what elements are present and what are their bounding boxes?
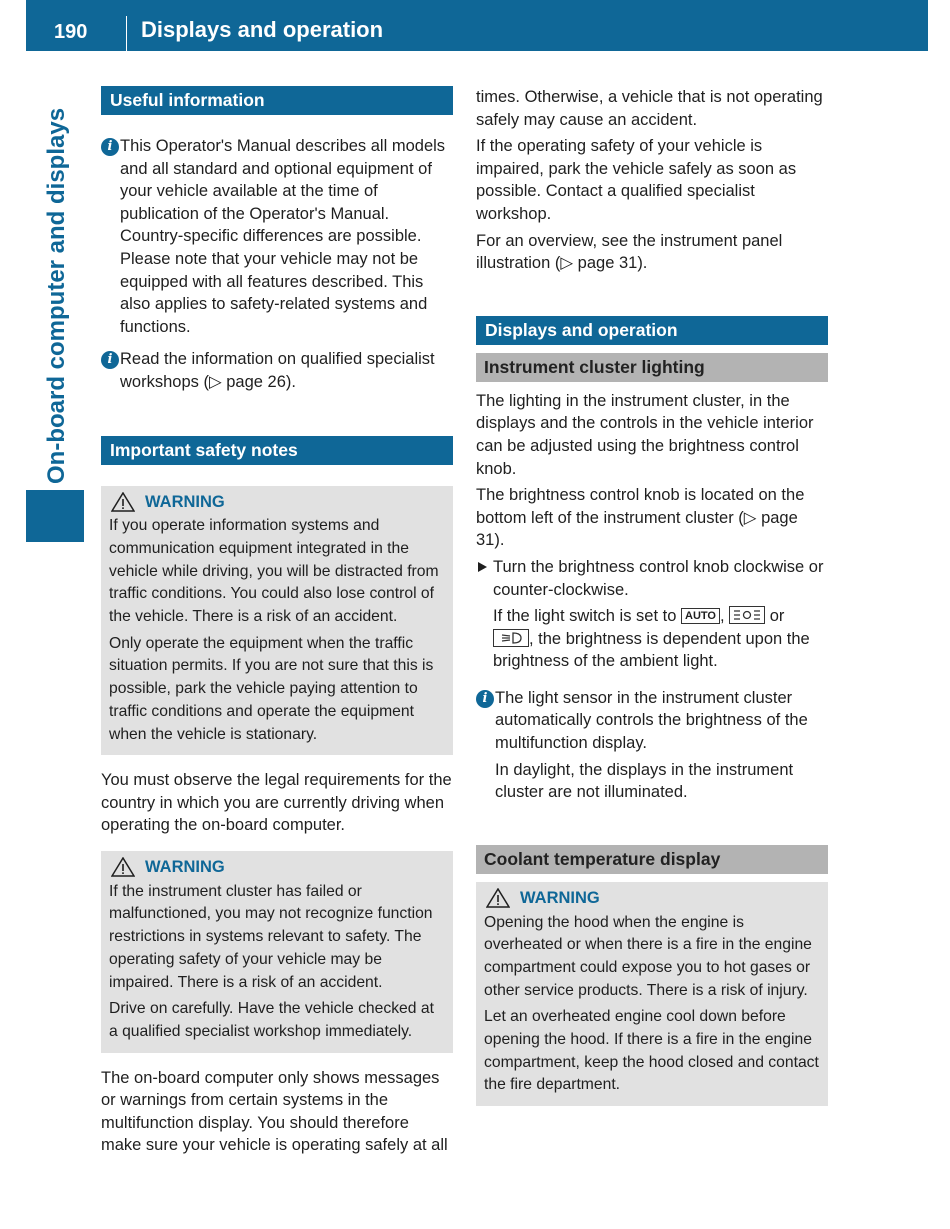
step-text: Turn the brightness control knob clockwise or counter-clockwise.	[493, 557, 824, 599]
warning-triangle-icon	[111, 492, 135, 512]
subheading-instrument-cluster-lighting: Instrument cluster lighting	[476, 353, 828, 382]
body-paragraph: For an overview, see the instrument panel illustration (▷ page 31).	[476, 231, 783, 273]
page-reference-link[interactable]: page 31	[573, 254, 638, 273]
body-paragraph: If the operating safety of your vehicle is impaired, park the vehicle safely as soon as possible. Contact a qualified specialist workshop.	[476, 137, 797, 223]
body-paragraph: The brightness control knob is located on the bottom left of the instrument cluster (▷ page 31).	[476, 486, 805, 550]
step-arrow-icon	[478, 562, 487, 572]
page-ref-arrow-icon: ▷	[560, 254, 574, 273]
section-heading-useful-information: Useful information	[101, 86, 453, 115]
page-title: Displays and operation	[141, 17, 384, 42]
info-text: The light sensor in the instrument cluster automatically controls the brightness of the multifunction display.	[495, 688, 808, 753]
section-heading-displays-operation: Displays and operation	[476, 316, 828, 345]
page-reference-link[interactable]: page 26	[221, 372, 286, 391]
info-text: Read the information on qualified specialist workshops (▷ page 26).	[120, 350, 435, 391]
warning-triangle-icon	[486, 888, 510, 908]
parking-lamp-icon	[729, 606, 765, 624]
info-note-light-sensor	[476, 687, 828, 804]
warning-box	[101, 486, 453, 756]
side-tab-marker	[26, 490, 84, 542]
body-paragraph: times. Otherwise, a vehicle that is not operating safely may cause an accident.	[476, 88, 823, 129]
warning-text: Only operate the equipment when the traffic situation permits. If you are not sure that this is possible, park the vehicle paying attention to traffic conditions and operate the equipment when the vehicle is stationary.	[109, 634, 434, 743]
warning-text: If the instrument cluster has failed or malfunctioned, you may not recognize function restrictions in systems relevant to safety. The operating safety of your vehicle may be impaired. There is a risk of an accident.	[109, 882, 433, 991]
left-column	[101, 86, 453, 1161]
subheading-coolant-temperature: Coolant temperature display	[476, 845, 828, 874]
warning-triangle-icon	[111, 857, 135, 877]
page-header	[26, 0, 928, 51]
page-number: 190	[54, 21, 88, 43]
step-result: If the light switch is set to AUTO , or , the brightness is dependent upon the brightness of the ambient light.	[493, 607, 810, 671]
header-divider	[126, 16, 127, 51]
info-icon: i	[101, 351, 119, 369]
page-ref-arrow-icon: ▷	[743, 508, 757, 527]
info-text: In daylight, the displays in the instrument cluster are not illuminated.	[495, 760, 794, 802]
info-icon: i	[476, 690, 494, 708]
body-paragraph: The on-board computer only shows messages or warnings from certain systems in the multifunction display. You should therefore make sure your vehicle is operating safely at all	[101, 1068, 448, 1155]
warning-text: Let an overheated engine cool down before opening the hood. If there is a fire in the engine compartment, keep the hood closed and contact the fire department.	[484, 1008, 819, 1094]
warning-title: WARNING	[109, 491, 445, 514]
warning-box	[476, 882, 828, 1106]
info-note-manual	[101, 135, 453, 338]
auto-icon: AUTO	[681, 608, 720, 624]
section-heading-safety-notes: Important safety notes	[101, 436, 453, 465]
side-tab-label: On-board computer and displays	[43, 107, 70, 484]
info-note-workshops	[101, 348, 453, 393]
warning-title: WARNING	[109, 856, 445, 879]
info-icon: i	[101, 138, 119, 156]
warning-box	[101, 851, 453, 1053]
right-column	[476, 86, 828, 1106]
warning-text: Opening the hood when the engine is overheated or when there is a fire in the engine compartment could expose you to hot gases or other service products. There is a risk of injury.	[484, 913, 812, 999]
body-paragraph: The lighting in the instrument cluster, in the displays and the controls in the vehicle interior can be adjusted using the brightness control knob.	[476, 391, 814, 478]
warning-text: If you operate information systems and communication equipment integrated in the vehicle while driving, you will be distracted from traffic conditions. You could also lose control of the vehicle. There is a risk of an accident.	[109, 517, 439, 626]
page-ref-arrow-icon: ▷	[208, 372, 222, 391]
instruction-step	[476, 556, 828, 673]
info-text: This Operator's Manual describes all models and all standard and optional equipment of your vehicle available at the time of publication of the Operator's Manual. Country-specific differences are possible. Please note that your vehicle may not be equipped with all features described. This also applies to safety-related systems and functions.	[120, 137, 446, 336]
body-paragraph: You must observe the legal requirements for the country in which you are currently driving when operating the on-board computer.	[101, 771, 452, 835]
warning-title: WARNING	[484, 887, 820, 910]
page-reference-link[interactable]: page 31	[476, 508, 798, 550]
warning-text: Drive on carefully. Have the vehicle checked at a qualified specialist workshop immediately.	[109, 1000, 434, 1040]
low-beam-icon	[493, 629, 529, 647]
